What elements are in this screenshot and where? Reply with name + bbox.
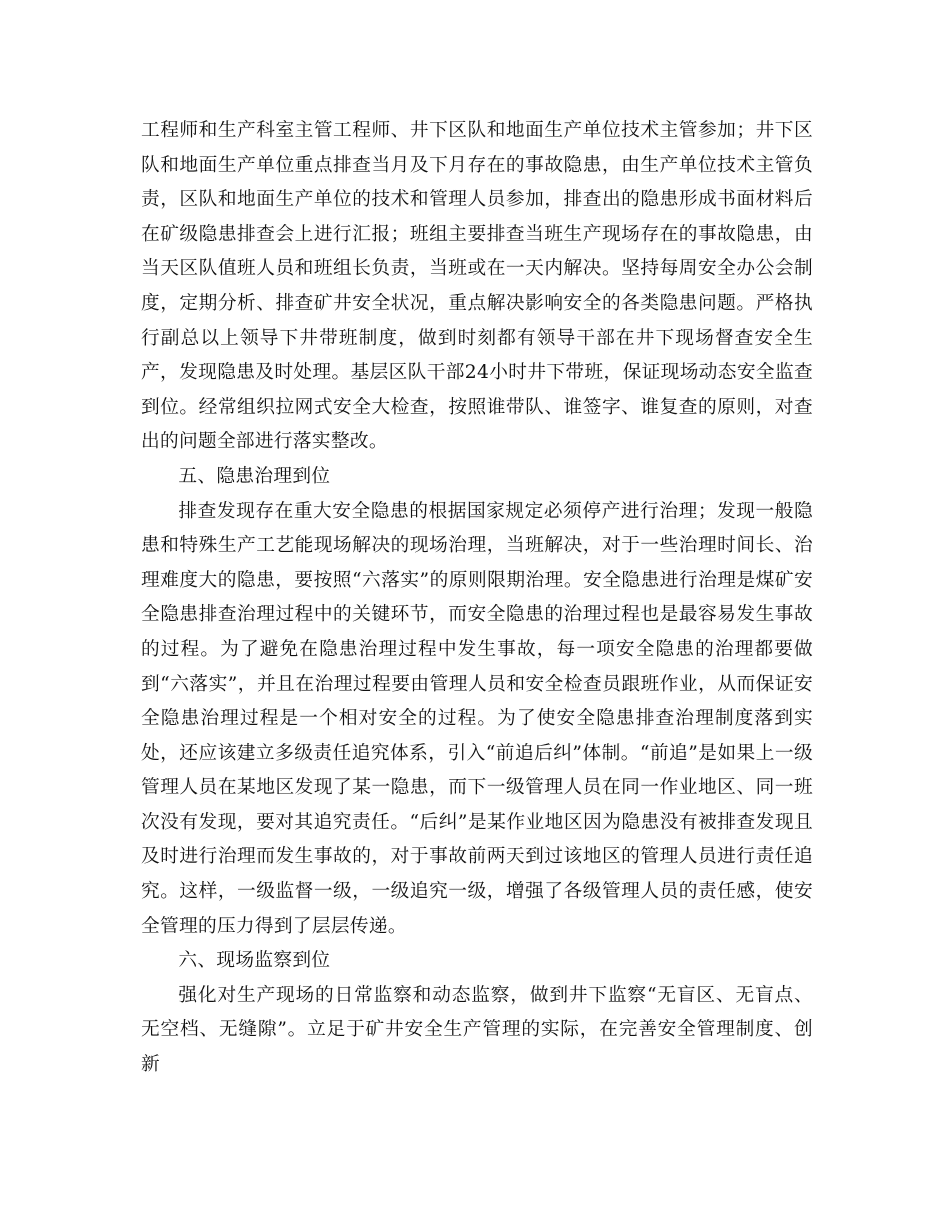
section-heading-5: 五、隐患治理到位 xyxy=(178,465,331,487)
section-5-body: 排查发现存在重大安全隐患的根据国家规定必须停产进行治理；发现一般隐患和特殊生产工艺能现场解决的现场治理，当班解决，对于一些治理时间长、治理难度大的隐患，要按照“六落实”的原则限期治理。安全隐患进行治理是煤矿安全隐患排查治理过程中的关键环节，而安全隐患的治理过程也是最容易发生事故的过程。为了避免在隐患治理过程中发生事故，每一项安全隐患的治理都要做到“六落实”，并且在治理过程要由管理人员和安全检查员跟班作业，从而保证安全隐患治理过程是一个相对安全的过程。为了使安全隐患排查治理制度落到实处，还应该建立多级责任追究体系，引入“前追后纠”体制。“前追”是如果上一级管理人员在某地区发现了某一隐患，而下一级管理人员在同一作业地区、同一班次没有发现，要对其追究责任。“后纠”是某作业地区因为隐患没有被排查发现且及时进行治理而发生事故的，对于事故前两天到过该地区的管理人员进行责任追究。这样，一级监督一级，一级追究一级，增强了各级管理人员的责任感，使安全管理的压力得到了层层传递。 xyxy=(141,500,814,937)
section-heading-6: 六、现场监察到位 xyxy=(178,950,331,972)
paragraph-continued: 工程师和生产科室主管工程师、井下区队和地面生产单位技术主管参加；井下区队和地面生产单位重点排查当月及下月存在的事故隐患，由生产单位技术主管负责，区队和地面生产单位的技术和管理人员参加，排查出的隐患形成书面材料后在矿级隐患排查会上进行汇报；班组主要排查当班生产现场存在的事故隐患，由当天区队值班人员和班组长负责，当班或在一天内解决。坚持每周安全办公会制度，定期分析、排查矿井安全状况，重点解决影响安全的各类隐患问题。严格执行副总以上领导下井带班制度，做到时刻都有领导干部在井下现场督查安全生产，发现隐患及时处理。基层区队干部24小时井下带班，保证现场动态安全监查到位。经常组织拉网式安全大检查，按照谁带队、谁签字、谁复查的原则，对查出的问题全部进行落实整改。 xyxy=(141,120,813,453)
section-6-body: 强化对生产现场的日常监察和动态监察，做到井下监察“无盲区、无盲点、无空档、无缝隙”。立足于矿井安全生产管理的实际，在完善安全管理制度、创新 xyxy=(141,984,813,1076)
document-page xyxy=(141,114,813,1083)
